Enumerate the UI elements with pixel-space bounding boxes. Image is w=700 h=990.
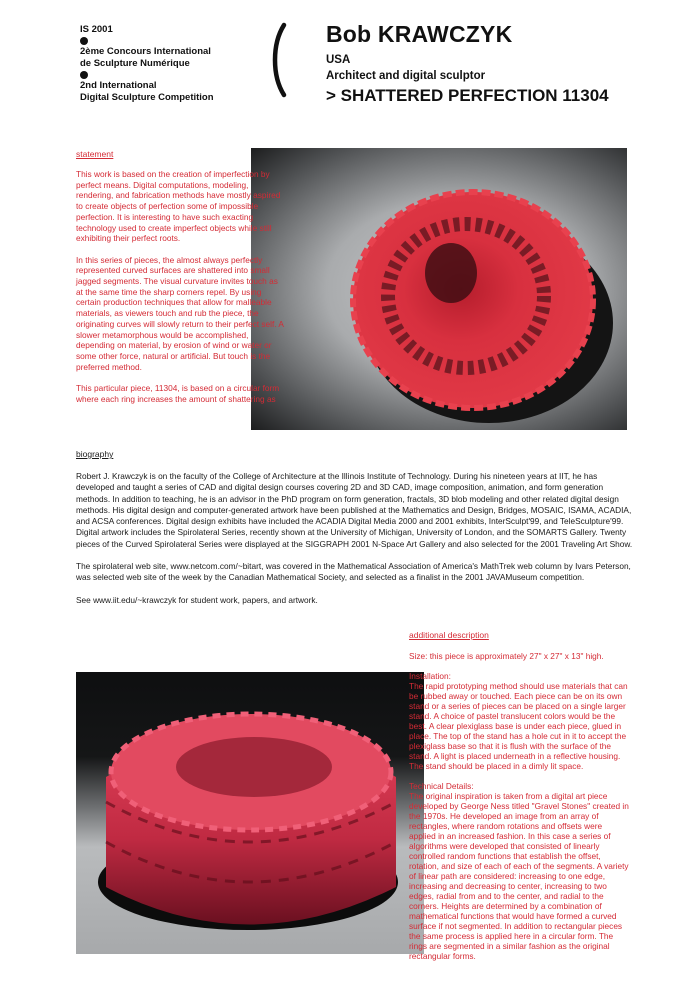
- bullet-dot-icon: [80, 71, 88, 79]
- installation-heading: Installation:: [409, 671, 451, 681]
- statement-paragraph: This particular piece, 11304, is based on a circular form where each ring increases the amount of shattering as: [76, 383, 280, 404]
- french-title-line2: de Sculpture Numérique: [80, 58, 190, 69]
- artist-country: USA: [326, 54, 351, 66]
- work-title: > SHATTERED PERFECTION 11304: [326, 86, 609, 105]
- biography-body: [76, 471, 634, 606]
- competition-info: [80, 24, 214, 104]
- biography-heading: biography: [76, 449, 114, 459]
- technical-heading: Technical Details:: [409, 781, 474, 791]
- french-title-line1: 2ème Concours International: [80, 46, 211, 57]
- statement-section: [76, 149, 286, 404]
- artist-role: Architect and digital sculptor: [326, 70, 486, 82]
- biography-section: [76, 449, 634, 606]
- additional-description-body: [409, 651, 631, 961]
- installation-text: The rapid prototyping method should use materials that can be rubbed away or touched. Each piece can be on its own stand or a series of pieces can be placed on a single larger stand. A choice of pastel translucent colors would be the best. A clear plexiglass base is under each piece, glued in place. The top of the stand has a hole cut in it to accept the plexiglass base so that it is flush with the surface of the stand. A light is placed underneath in a reflective housing. The stand should be placed in a dimly lit space.: [409, 681, 628, 771]
- english-title-line1: 2nd International: [80, 80, 157, 91]
- sculpture-top-view-image: [251, 148, 627, 430]
- biography-paragraph: See www.iit.edu/~krawczyk for student work, papers, and artwork.: [76, 594, 318, 605]
- sculpture-perspective-image: [76, 672, 424, 954]
- parenthesis-graphic-icon: [268, 22, 288, 98]
- statement-body: [76, 169, 286, 404]
- sculpture-top-render: [251, 148, 627, 430]
- size-text: Size: this piece is approximately 27" x 27" x 13" high.: [409, 651, 604, 661]
- artist-name: Bob KRAWCZYK: [326, 21, 513, 47]
- biography-paragraph: Robert J. Krawczyk is on the faculty of the College of Architecture at the Illinois Institute of Technology. During his nineteen years at IIT, he has developed and taught a series of CAD and digital design courses covering 2D and 3D CAD, image composition, animation, and form generation methods. In addition to teaching, he is an advisor in the PhD program on form generation, fractals, 3D blob modeling and other related digital design methods. His digital design and computer-generated artwork have been published at the Mathematics and Design, Bridges, MOSAIC, ISAMA, ACADIA, and ACSA conferences. Digital design exhibits have included the ACADIA Digital Media 2000 and 2001 exhibits, InterSculpt'99, and TeleSculpture'99. Digital artwork includes the Spirolateral Series, recently shown at the University of Michigan, University of London, and the SOMARTS Gallery. Twenty pieces of the Curved Spirolateral Series were displayed at the SIGGRAPH 2001 N-Space Art Gallery and also selected for the 2001 Traveling Art Show.: [76, 471, 633, 549]
- bullet-dot-icon: [80, 37, 88, 45]
- additional-description-heading: additional description: [409, 630, 489, 640]
- event-code: IS 2001: [80, 24, 113, 35]
- statement-paragraph: In this series of pieces, the almost always perfectly represented curved surfaces are shattered into small jagged segments. The visual curvature invites touch as at the same time the sharp corners repel. By using certain production techniques that allow for malleable materials, as viewers touch and rub the piece, the originating curves will slowly return to their perfect self. A slower metamorphous would be accomplished, depending on material, by erosion of wind or water or some other force, natural or artificial. But touch is the preferred method.: [76, 254, 284, 372]
- statement-paragraph: This work is based on the creation of imperfection by perfect means. Digital computations, modeling, rendering, and fabrication methods have mostly aspired to create objects of perfection some of impossible perfection. It is interesting to have such exacting technology used to create imperfect objects while still exhibiting their perfect roots.: [76, 169, 281, 244]
- technical-text: The original inspiration is taken from a digital art piece developed by George Ness titled "Gravel Stones" created in the 1970s. He developed an image from an array of rectangles, where random rotations and offsets were applied in an increased fashion. In this case a series of algorithms were developed that consisted of linearly controlled random functions that establish the offset, rotation, and size of each of each of the segments. A variety of linear path are considered: increasing to one edge, increasing and decreasing to center, increasing to two edges, radial from and to the center, and radial to the corners. Heights are determined by a combination of mathematical functions that would have formed a curved surface if not segmented. In addition to rectangular pieces the same process is applied here in a circular form. The rings are segmented in a similar fashion as the original rectangular forms.: [409, 791, 629, 961]
- english-title-line2: Digital Sculpture Competition: [80, 92, 214, 103]
- sculpture-perspective-render: [76, 672, 424, 954]
- biography-paragraph: The spirolateral web site, www.netcom.com/~bitart, was covered in the Mathematical Association of America's MathTrek web column by Ivars Peterson, was selected web site of the week by the Canadian Mathematical Society, and selected as a finalist in the 2001 JAVAMuseum competition.: [76, 561, 631, 583]
- additional-description-section: [409, 630, 631, 961]
- artist-header: [326, 20, 609, 107]
- statement-heading: statement: [76, 149, 114, 159]
